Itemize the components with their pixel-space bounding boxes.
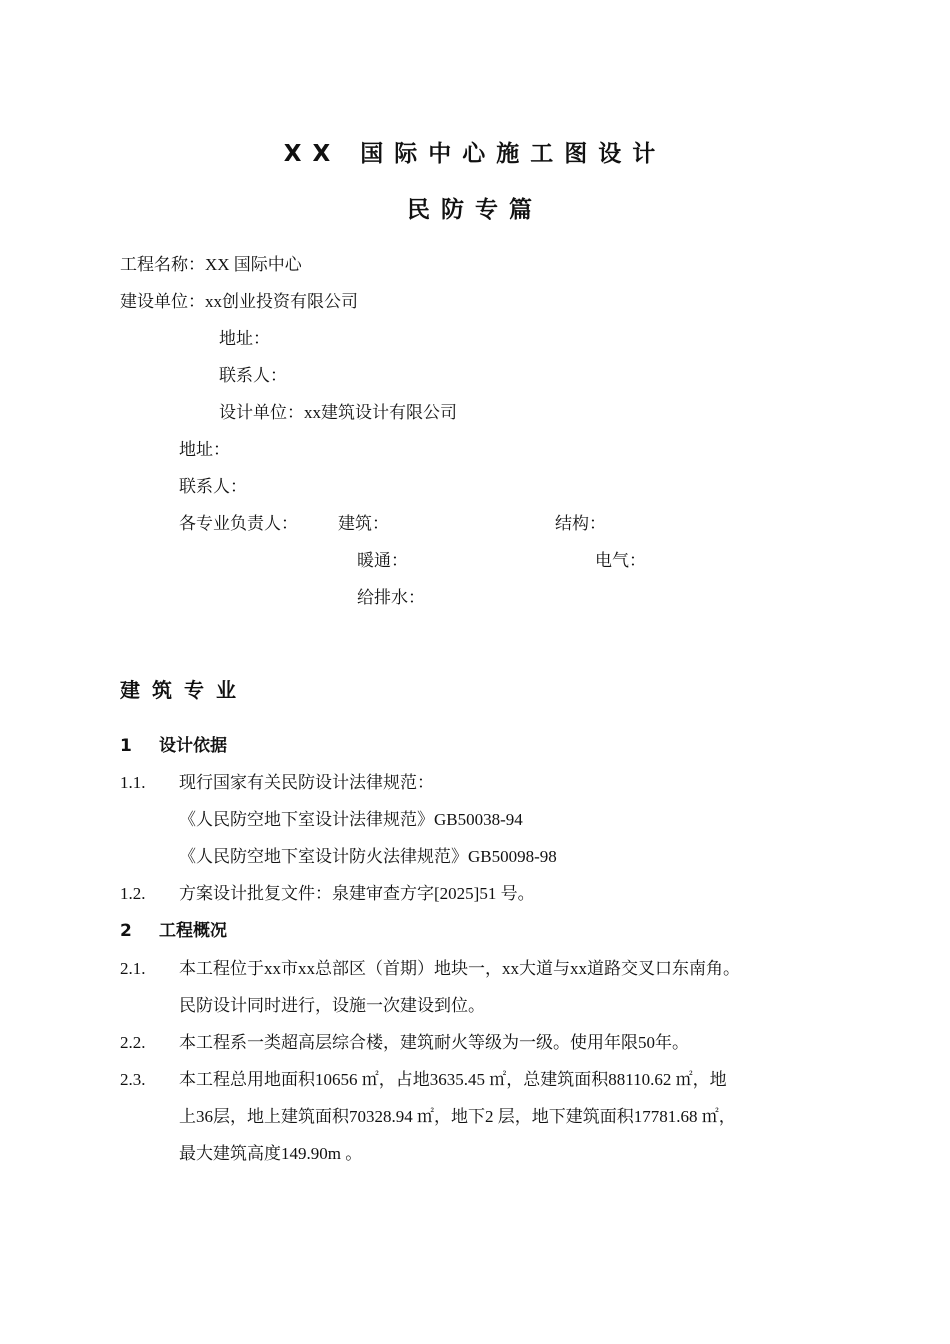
item-2-3-line-3: 最大建筑高度149.90m 。 <box>179 1144 363 1163</box>
item-2-1-line-1: 本工程位于xx市xx总部区（首期）地块一，xx大道与xx道路交叉口东南角。 <box>179 959 740 978</box>
item-1-2-number: 1.2. <box>120 884 146 903</box>
project-name: 工程名称：XX 国际中心 <box>120 255 302 274</box>
item-2-1-line-2: 民防设计同时进行，设施一次建设到位。 <box>179 996 485 1015</box>
document-title: XX 国际中心施工图设计 <box>283 141 667 167</box>
lead-structure: 结构： <box>555 514 606 533</box>
item-1-1-number: 1.1. <box>120 773 146 792</box>
design-unit: 设计单位：xx建筑设计有限公司 <box>219 403 457 422</box>
leads-label: 各专业负责人： <box>179 514 298 533</box>
builder-address: 地址： <box>219 329 270 348</box>
lead-electrical: 电气： <box>595 551 646 570</box>
builder-contact: 联系人： <box>219 366 287 385</box>
item-1-2-text: 方案设计批复文件：泉建审查方字[2025]51 号。 <box>179 884 535 903</box>
item-2-1-number: 2.1. <box>120 959 146 978</box>
item-1-1-standard-1: 《人民防空地下室设计法律规范》GB50038-94 <box>179 810 523 829</box>
item-2-2-number: 2.2. <box>120 1033 146 1052</box>
lead-plumbing: 给排水： <box>357 588 425 607</box>
designer-address: 地址： <box>179 440 230 459</box>
heading-2-number: 2 <box>120 921 132 941</box>
heading-2-text: 工程概况 <box>159 921 227 941</box>
heading-1-number: 1 <box>120 736 132 756</box>
item-2-3-line-1: 本工程总用地面积10656 ㎡，占地3635.45 ㎡，总建筑面积88110.62 ㎡，地 <box>179 1070 727 1089</box>
builder-unit: 建设单位：xx创业投资有限公司 <box>120 292 358 311</box>
lead-hvac: 暖通： <box>357 551 408 570</box>
item-2-3-line-2: 上36层，地上建筑面积70328.94 ㎡，地下2 层，地下建筑面积17781.68 ㎡， <box>179 1107 736 1126</box>
designer-contact: 联系人： <box>179 477 247 496</box>
item-2-2-text: 本工程系一类超高层综合楼，建筑耐火等级为一级。使用年限50年。 <box>179 1033 689 1052</box>
lead-architecture: 建筑： <box>338 514 389 533</box>
item-1-1-standard-2: 《人民防空地下室设计防火法律规范》GB50098-98 <box>179 847 557 866</box>
heading-1-text: 设计依据 <box>159 736 227 756</box>
section-title: 建筑专业 <box>120 678 248 702</box>
item-1-1-text: 现行国家有关民防设计法律规范： <box>179 773 434 792</box>
document-subtitle: 民防专篇 <box>407 197 543 223</box>
item-2-3-number: 2.3. <box>120 1070 146 1089</box>
